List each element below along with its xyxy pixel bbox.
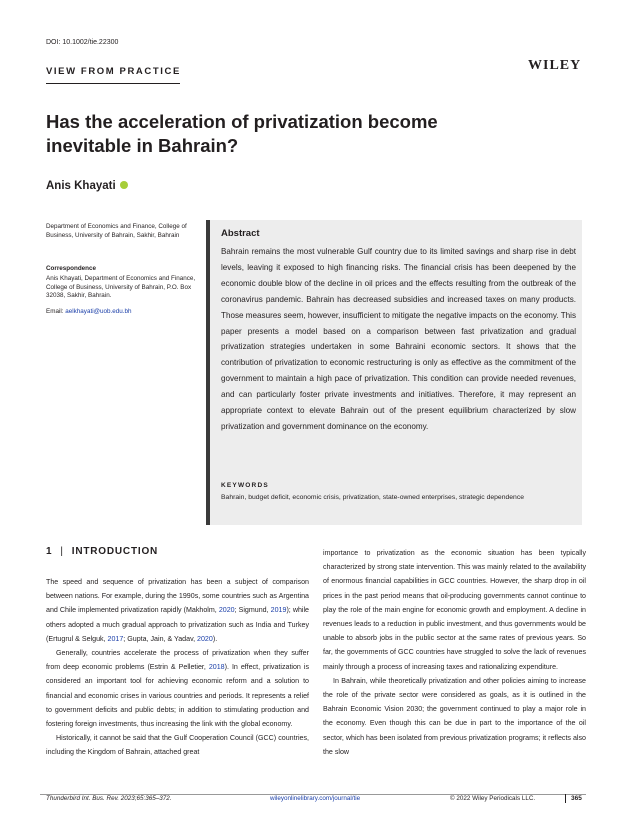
text-run: ; Gupta, Jain, & Yadav, (123, 634, 198, 643)
email-link[interactable]: aelkhayati@uob.edu.bh (65, 308, 132, 315)
citation-link[interactable]: 2020 (218, 606, 235, 615)
correspondence-heading: Correspondence (46, 265, 97, 272)
footer-divider (565, 794, 566, 803)
footer-journal-citation: Thunderbird Int. Bus. Rev. 2023;65:365–372. (46, 795, 172, 802)
paragraph (46, 646, 309, 731)
author[interactable] (46, 180, 128, 192)
text-run: The speed and sequence of privatization has been a subject of comparison between nations. For example, during the 1990s, some countries such as Argentina and Chile implemented privatization rapidly (Makholm, (46, 578, 309, 615)
doi[interactable]: DOI: 10.1002/tie.22300 (46, 39, 119, 46)
email-line (46, 308, 132, 315)
abstract-accent-bar (206, 220, 210, 525)
footer-copyright: © 2022 Wiley Periodicals LLC. (450, 795, 536, 802)
paragraph: importance to privatization as the economic situation has been typically characterized by strong state intervention. This was mainly related to the availability of enormous financial capabilities in GCC countries. However, the sharp drop in oil prices in the past period means that oil-producing governments cannot continue to play the role of the main engine for economic growth and employment. A decline in revenues leads to a reduction in public investment, and thus governments would be unable to absorb jobs in the public sector at the same rates of previous years. So far, the governments of GCC countries have struggled to solve the lack of revenues mainly through a process of increasing taxes and rationalizing expenditure. (323, 549, 586, 671)
article-title: Has the acceleration of privatization become inevitable in Bahrain? (46, 111, 438, 156)
publisher-logo[interactable]: WILEY (528, 58, 582, 73)
text-run: ); while others adopted a much gradual approach to privatization such as India and Turkey (Ertugrul & Selguk, (46, 606, 309, 643)
section-separator: | (60, 546, 64, 557)
page-number: 365 (571, 795, 582, 802)
text-run: ). In effect, privatization is considered an important tool for achieving economic reform and a solution to financial and economic crises in various countries and periods. It represents a relief to government deficits and public debts; in addition to stimulating production and fostering foreign investments, thus increasing the link with the global economy. (46, 663, 309, 729)
section-rule (46, 83, 180, 84)
footer-journal-link[interactable]: wileyonlinelibrary.com/journal/tie (270, 795, 361, 802)
keywords-heading: KEYWORDS (221, 482, 269, 489)
citation-link[interactable]: 2017 (107, 634, 124, 643)
section-title: INTRODUCTION (71, 546, 159, 557)
abstract-heading: Abstract (221, 228, 260, 239)
body-column-right (323, 546, 586, 759)
citation-link[interactable]: 2019 (270, 606, 287, 615)
text-run: Generally, countries accelerate the process of privatization when they suffer from deep economic problems (Estrin & Pelletier, (46, 649, 309, 672)
citation-link[interactable]: 2018 (208, 663, 225, 672)
affiliation: Department of Economics and Finance, College of Business, University of Bahrain, Sakhir, Bahrain (46, 223, 187, 239)
citation-link[interactable]: 2020 (197, 634, 213, 643)
email-label: Email: (46, 308, 64, 315)
section-heading-introduction (46, 546, 158, 557)
keywords-text: Bahrain, budget deficit, economic crisis, privatization, state-owned enterprises, strategic dependence (221, 494, 525, 501)
text-run: ). (212, 634, 218, 643)
orcid-icon[interactable] (120, 181, 128, 189)
paragraph: Historically, it cannot be said that the Gulf Cooperation Council (GCC) countries, including the Kingdom of Bahrain, attached great (46, 734, 309, 757)
section-number: 1 (46, 546, 53, 557)
paragraph (46, 575, 309, 646)
correspondence-address: Anis Khayati, Department of Economics and Finance, College of Business, University of Bahrain, P.O. Box 32038, Sakhir, Bahrain. (46, 275, 196, 299)
body-column-left (46, 575, 309, 760)
section-label: VIEW FROM PRACTICE (46, 66, 181, 77)
text-run: ; Sigmund, (234, 606, 271, 615)
abstract-text: Bahrain remains the most vulnerable Gulf country due to its limited savings and sharp rise in debt levels, leaving it exposed to high financing risks. The financial crisis has been deepened by the economic double blow of the decline in oil prices and the effects resulting from the outbreak of the coronavirus pandemic. Bahrain has decreased subsidies and increased taxes on many products. Those measures seem, however, insufficient to mitigate the negative impacts on the economy. This paper presents a model based on a comparison between fast privatization and gradual privatization strategies undertaken in some Bahraini economic sectors. It shows that the contribution of privatization to economic restructuring is only as effective as the commitment of the government to maintain a high pace of privatization. This condition can provide needed revenues, and can particularly foster private investments and initiatives. Therefore, it may represent an appropriate context to elevate Bahrain out of the present equilibrium characterized by slow privatization and government dominance on the economy. (221, 247, 576, 431)
paragraph: In Bahrain, while theoretically privatization and other policies aiming to increase the role of the private sector were considered as goals, as it is outlined in the Bahrain Economic Vision 2030; the government continued to play a major role in the economy. Even though this can be due in part to the importance of the oil sector, which has been isolated from previous privatization programs; it reflects also the slow (323, 676, 586, 756)
author-name[interactable]: Anis Khayati (46, 180, 116, 192)
